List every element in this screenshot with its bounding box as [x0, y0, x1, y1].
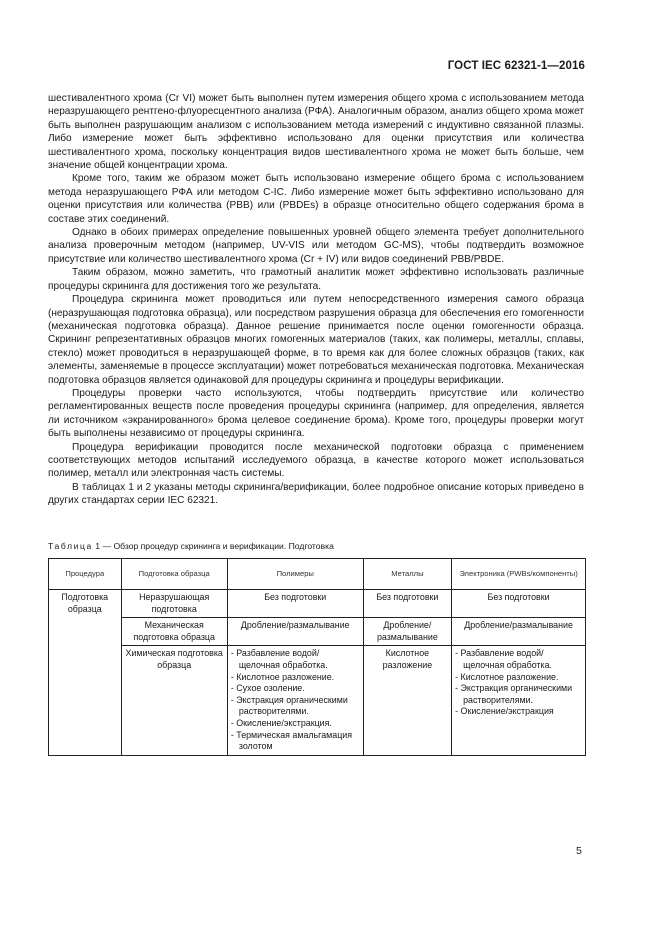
- header-procedure: Процедура: [49, 559, 122, 590]
- metals-cell: Кислотное разложение: [363, 646, 452, 755]
- list-item: - Разбавление водой/щелочная обработка.: [455, 648, 582, 671]
- paragraph: В таблицах 1 и 2 указаны методы скрининга/верификации, более подробное описание которых приведено в других стандартах серии IEC 62321.: [48, 481, 584, 507]
- paragraph: Процедура верификации проводится после механической подготовки образца с применением соответствующих методов испытаний исследуемого образца, в качестве которого может использоваться полимер, металл или электронная часть системы.: [48, 441, 584, 480]
- list-item: - Кислотное разложение.: [231, 672, 360, 684]
- table-row: [49, 618, 586, 646]
- header-metals: Металлы: [363, 559, 452, 590]
- table-header-row: [49, 559, 586, 590]
- table-caption-label: Таблица: [48, 541, 93, 551]
- standard-header: ГОСТ IEC 62321-1—2016: [447, 60, 585, 72]
- procedure-cell: Подготовка образца: [49, 590, 122, 756]
- prep-cell: Механическая подготовка образца: [121, 618, 227, 646]
- header-polymers: Полимеры: [227, 559, 363, 590]
- list-item: - Разбавление водой/щелочная обработка.: [231, 648, 360, 671]
- table-caption-text: 1 — Обзор процедур скрининга и верификации. Подготовка: [95, 541, 334, 551]
- header-sample-prep: Подготовка образца: [121, 559, 227, 590]
- polymers-cell: Дробление/размалывание: [227, 618, 363, 646]
- table-row: [49, 590, 586, 618]
- list-item: - Окисление/экстракция.: [231, 718, 360, 730]
- electronics-cell: [452, 646, 586, 755]
- electronics-method-list: [455, 648, 582, 718]
- polymers-cell: Без подготовки: [227, 590, 363, 618]
- list-item: - Сухое озоление.: [231, 683, 360, 695]
- list-item: - Экстракция органическими растворителями.: [231, 695, 360, 718]
- overview-table: [48, 558, 586, 756]
- list-item: - Экстракция органическими растворителями.: [455, 683, 582, 706]
- paragraph: Однако в обоих примерах определение повышенных уровней общего элемента требует дополнительного анализа проверочным методом (например, UV-VIS или методом GC-MS), чтобы подтвердить возможное присутствие или количество шестивалентного хрома (Cr + IV) или видов соединений PBB/PBDE.: [48, 227, 584, 265]
- list-item: - Окисление/экстракция: [455, 706, 582, 718]
- paragraph: шестивалентного хрома (Cr VI) может быть выполнен путем измерения общего хрома с использованием метода неразрушающего рентгено-флуоресцентного анализа (РФА). Аналогичным образом, анализ общего хрома может быть выполнен разрушающим анализом с использованием метода измерений с индуктивно связанной плазмы. Либо измерение может быть эффективно использовано для оценки присутствия или количества шестивалентного хрома, поскольку концентрация видов шестивалентного хрома не может быть больше, чем значение общей концентрации хрома.: [48, 93, 584, 172]
- polymers-cell: [227, 646, 363, 755]
- metals-cell: Дробление/размалывание: [363, 618, 452, 646]
- prep-cell: Неразрушающая подготовка: [121, 590, 227, 618]
- paragraph: Таким образом, можно заметить, что грамотный аналитик может эффективно использовать различные процедуры скрининга для достижения того же результата.: [48, 267, 584, 292]
- list-item: - Кислотное разложение.: [455, 672, 582, 684]
- body-text: [48, 92, 584, 508]
- prep-cell: Химическая подготовка образца: [121, 646, 227, 755]
- paragraph: Процедура скрининга может проводиться или путем непосредственного измерения самого образца (неразрушающая подготовка образца), или посредством разрушения образца для обеспечения его гомогенности (механическая подготовка образца). Данное решение принимается после оценки гомогенности образца. Скрининг репрезентативных образцов многих гомогенных материалов (таких, как полимеры, металлы, сплавы, стекло) может проводиться в неразрушающей форме, в то время как для более сложных образцов (таких, как элементы, заменяемые в процессе эксплуатации) может потребоваться механическая подготовка. Механическая подготовка образцов является одинаковой для процедуры скрининга и процедуры верификации.: [48, 294, 584, 386]
- header-electronics: Электроника (PWBs/компоненты): [452, 559, 586, 590]
- electronics-cell: Без подготовки: [452, 590, 586, 618]
- paragraph: Процедуры проверки часто используются, чтобы подтвердить присутствие или количество регламентированных веществ после проведения процедуры скрининга (например, для определения, является ли источником «экранированного» брома целевое соединение брома). Кроме того, процедуры проверки могут быть выполнены независимо от процедуры скрининга.: [48, 387, 584, 440]
- table-caption: [48, 541, 608, 552]
- page-number: 5: [576, 845, 582, 857]
- table-row: [49, 646, 586, 755]
- paragraph: Кроме того, таким же образом может быть использовано измерение общего брома с использованием метода неразрушающего РФА или методом C-IC. Либо измерение может быть эффективно использовано для оценки присутствия или количества (PBB) или (PBDEs) в образце относительно общего содержания брома в составе этих соединений.: [48, 173, 584, 225]
- list-item: - Термическая амальгамация золотом: [231, 730, 360, 753]
- electronics-cell: Дробление/размалывание: [452, 618, 586, 646]
- metals-cell: Без подготовки: [363, 590, 452, 618]
- polymers-method-list: [231, 648, 360, 752]
